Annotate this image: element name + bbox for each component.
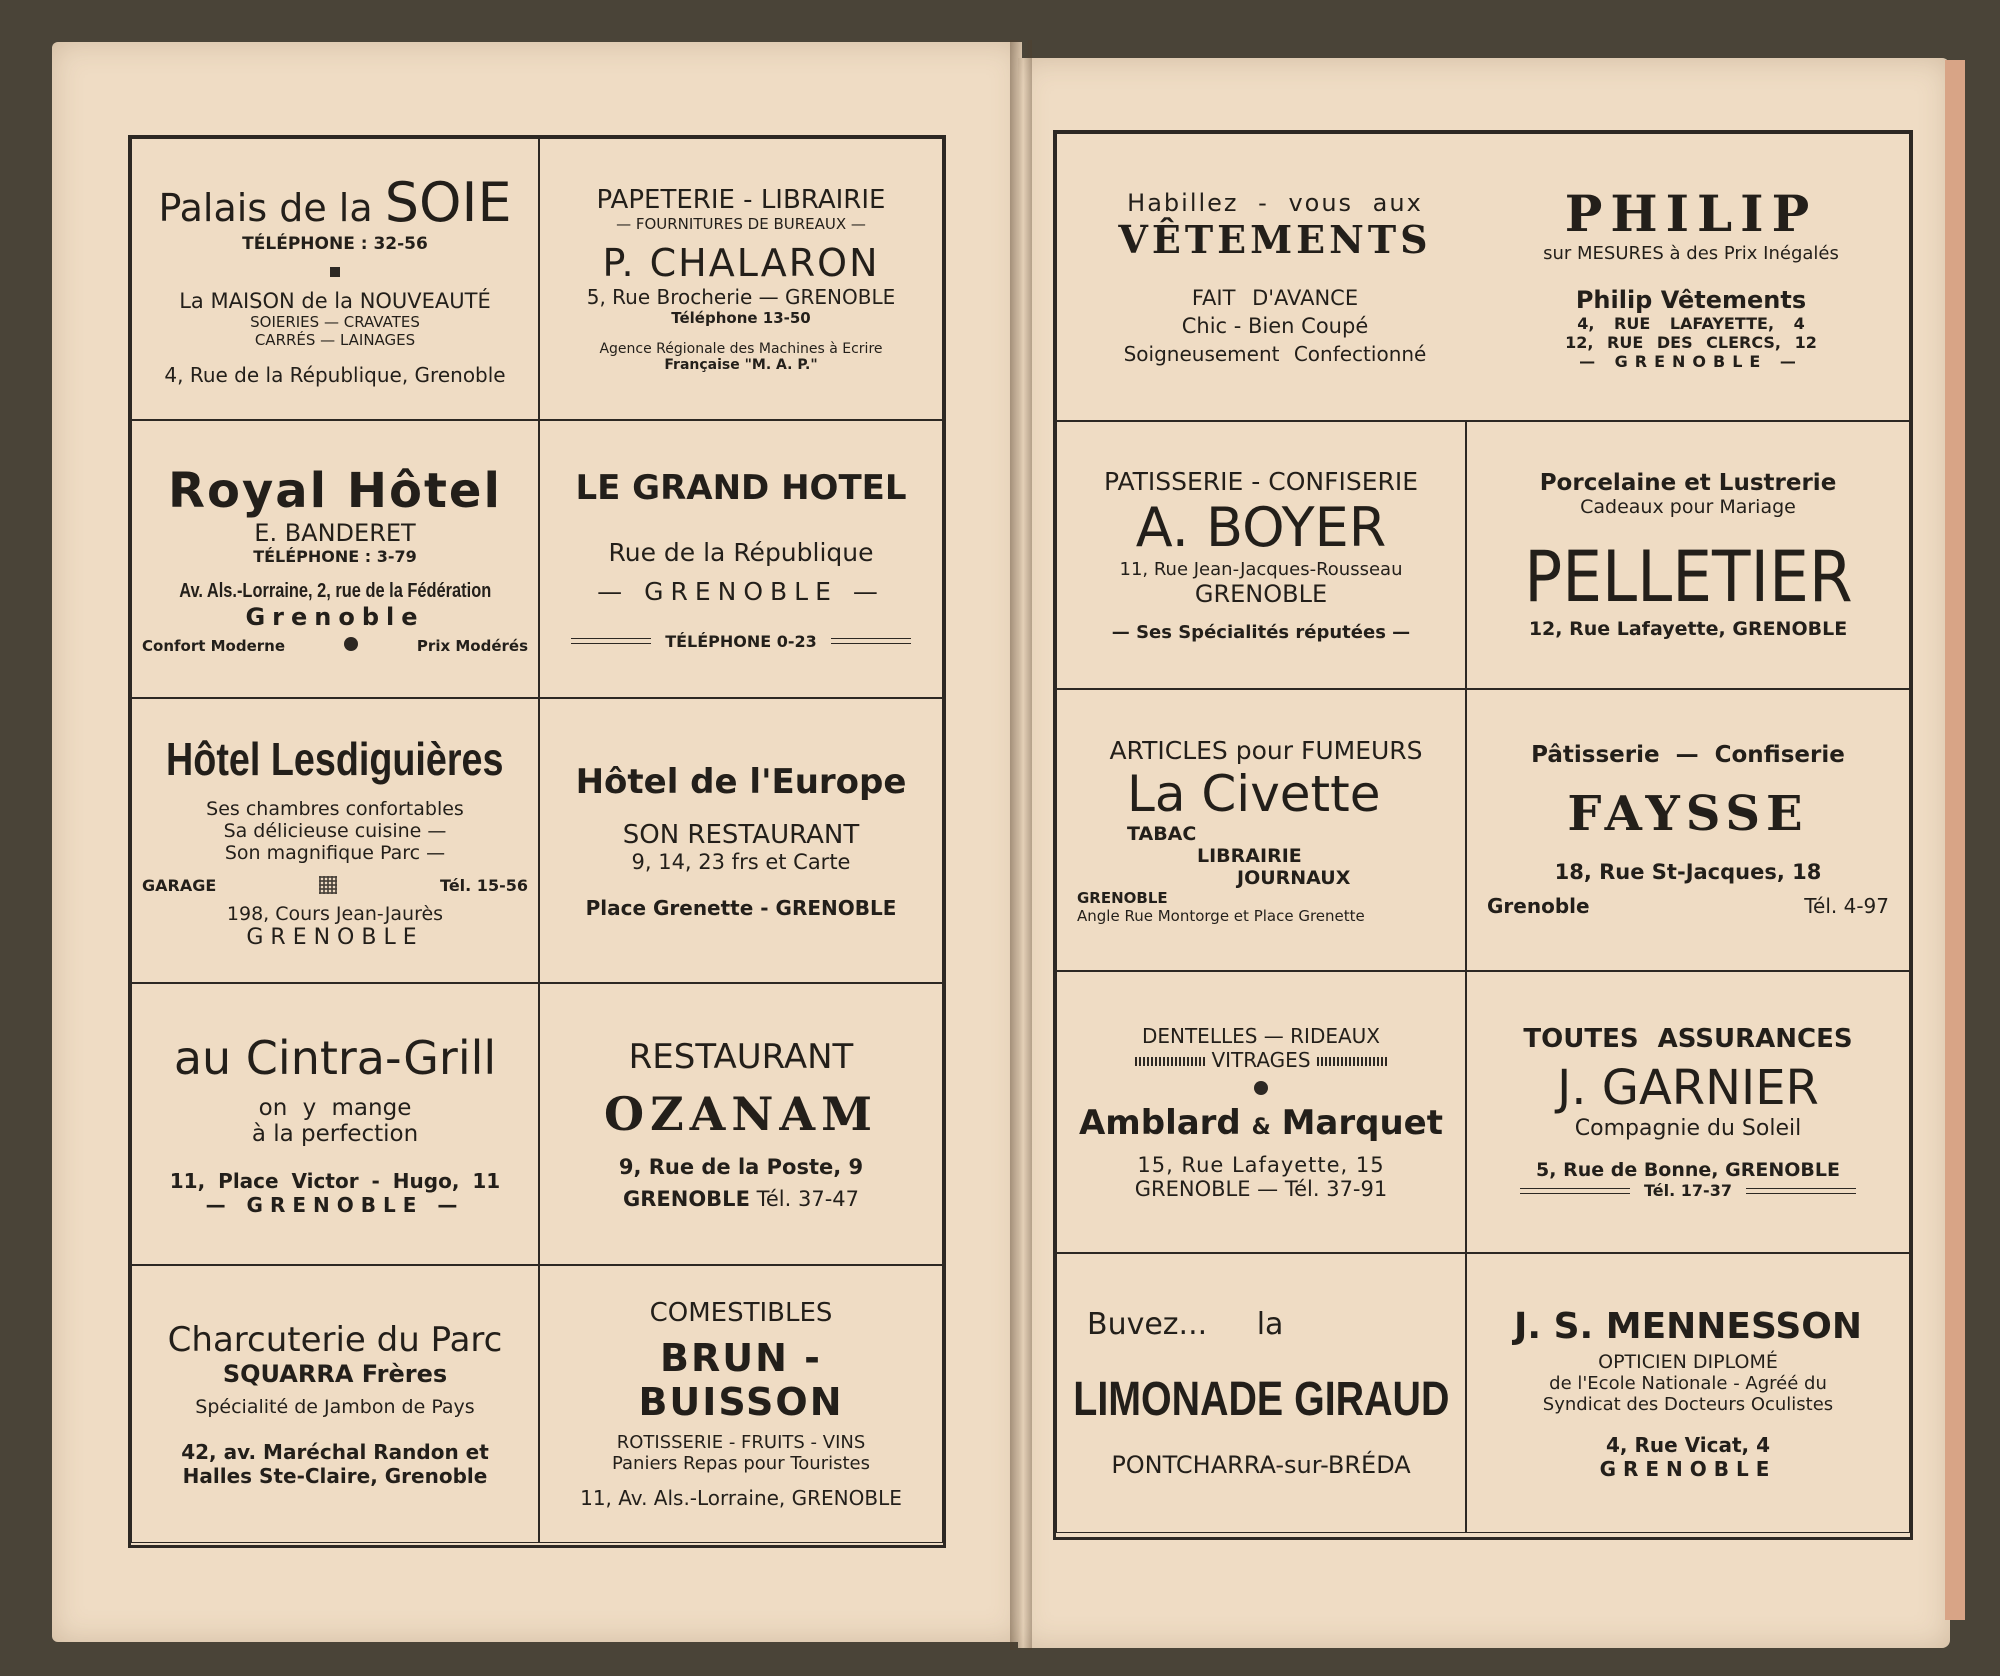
lesdiguieres-l1: Ses chambres confortables [206,797,464,820]
grand-title: LE GRAND HOTEL [575,467,907,508]
philip-brand: Philip Vêtements [1575,285,1807,314]
grand-phone: TÉLÉPHONE 0-23 [665,631,817,651]
lesdiguieres-garage: GARAGE [142,875,217,895]
amblard-dot [1254,1078,1268,1097]
royal-city: Grenoble [245,603,425,631]
royal-title: Royal Hôtel [168,463,502,519]
ad-philip-vetements [1056,133,1910,421]
ad-hotel-de-leurope [539,698,943,983]
ad-papeterie-chalaron [539,138,943,420]
hatch-ornament-icon [1135,1057,1205,1066]
civette-name: La Civette [1127,764,1381,823]
garnier-name: J. GARNIER [1557,1060,1819,1116]
philip-habillez: Habillez - vous aux [1127,188,1423,217]
faysse-tel: Tél. 4-97 [1804,894,1889,918]
dot-ornament-icon [344,637,358,651]
civette-title: ARTICLES pour FUMEURS [1109,735,1423,765]
pelletier-title: Porcelaine et Lustrerie [1539,470,1837,496]
double-rule [831,638,911,644]
civette-tabac: TABAC [1127,822,1197,845]
amblard-amp: & [1251,1114,1271,1140]
civette-city: GRENOBLE [1077,888,1168,907]
limonade-name: LIMONADE GIRAUD [1072,1373,1450,1426]
ozanam-tel: Tél. 37-47 [756,1187,859,1211]
faysse-city: Grenoble [1487,894,1590,918]
cintra-address: 11, Place Victor - Hugo, 11 [169,1169,501,1193]
cintra-city: — GRENOBLE — [205,1193,465,1217]
ad-limonade-giraud [1056,1253,1466,1533]
mennesson-address: 4, Rue Vicat, 4 [1605,1432,1770,1457]
comestibles-l2: Paniers Repas pour Touristes [611,1453,870,1474]
royal-owner: E. BANDERET [254,519,416,547]
philip-a1: 4, RUE LAFAYETTE, 4 [1577,313,1805,333]
papeterie-agence1: Agence Régionale des Machines à Ecrire [599,341,883,357]
palais-line2: CARRÉS — LAINAGES [254,331,416,349]
mennesson-title: OPTICIEN DIPLOMÉ [1598,1350,1778,1373]
amblard-l2-row [1135,1048,1387,1072]
double-rule [1520,1188,1630,1194]
amblard-address: 15, Rue Lafayette, 15 [1137,1152,1385,1177]
civette-librairie: LIBRAIRIE [1197,844,1302,867]
papeterie-name: P. CHALARON [602,241,880,285]
grand-phone-row [550,632,932,651]
mennesson-name: J. S. MENNESSON [1514,1305,1862,1347]
limonade-buvez: Buvez... la [1087,1307,1284,1342]
ad-grand-hotel [539,420,943,698]
hatch-ornament-icon [1317,1057,1387,1066]
mennesson-l1: de l'Ecole Nationale - Agréé du [1549,1372,1827,1394]
amblard-name-row [1079,1103,1443,1143]
cintra-title: au Cintra-Grill [173,1031,497,1085]
ad-charcuterie-du-parc [131,1265,539,1543]
pelletier-name: PELLETIER [1523,536,1853,618]
book-gutter [1010,40,1032,1650]
ad-faysse [1466,689,1910,971]
ad-hotel-lesdiguieres [131,698,539,983]
amblard-l2: VITRAGES [1211,1047,1311,1072]
philip-left-block [1075,189,1474,366]
civette-journaux: JOURNAUX [1237,866,1351,889]
royal-comfort: Confort Moderne [142,637,286,655]
ozanam-name: OZANAM [604,1087,878,1141]
amblard-l1: DENTELLES — RIDEAUX [1141,1023,1381,1048]
mennesson-l2: Syndicat des Docteurs Oculistes [1542,1393,1834,1415]
palais-phone: TÉLÉPHONE : 32-56 [242,234,428,254]
papeterie-phone: Téléphone 13-50 [671,309,811,327]
royal-address: Av. Als.-Lorraine, 2, rue de la Fédération [179,580,491,602]
double-rule [1746,1188,1856,1194]
left-ad-grid [128,135,946,1548]
palais-title-a: Palais de la [158,186,373,230]
grand-city: — GRENOBLE — [597,576,885,606]
amblard-name-b: Marquet [1281,1102,1443,1143]
faysse-footer [1477,894,1899,918]
philip-right-block [1491,184,1890,371]
philip-mesures: sur MESURES à des Prix Inégalés [1543,242,1839,264]
cintra-l1: on y mange [258,1095,412,1121]
philip-fait: FAIT D'AVANCE [1191,285,1359,310]
limonade-city: PONTCHARRA-sur-BRÉDA [1111,1451,1411,1479]
ad-comestibles-brun-buisson [539,1265,943,1543]
lesdiguieres-address: 198, Cours Jean-Jaurès [226,902,444,925]
philip-soign: Soigneusement Confectionné [1123,341,1427,366]
civette-angle: Angle Rue Montorge et Place Grenette [1077,906,1365,925]
boyer-title: PATISSERIE - CONFISERIE [1103,467,1419,496]
ad-amblard-marquet [1056,971,1466,1253]
papeterie-agence2: Française "M. A. P." [664,357,818,373]
lesdiguieres-l3: Son magnifique Parc — [224,841,446,864]
garnier-tel-row [1477,1181,1899,1200]
ozanam-title: RESTAURANT [628,1037,854,1077]
ad-royal-hotel [131,420,539,698]
faysse-title: Pâtisserie — Confiserie [1531,742,1845,768]
comestibles-name: BRUN - BUISSON [638,1336,844,1424]
lesdiguieres-l2: Sa délicieuse cuisine — [223,819,447,842]
charcuterie-a1: 42, av. Maréchal Randon et [181,1440,489,1464]
royal-phone: TÉLÉPHONE : 3-79 [253,547,417,566]
garnier-address: 5, Rue de Bonne, GRENOBLE [1536,1159,1840,1181]
papeterie-title: PAPETERIE - LIBRAIRIE [596,185,886,215]
ad-la-civette [1056,689,1466,971]
ad-restaurant-ozanam [539,983,943,1265]
royal-footer [142,637,528,655]
ozanam-city-row [623,1187,859,1211]
charcuterie-spec: Spécialité de Jambon de Pays [195,1396,475,1418]
garnier-title: TOUTES ASSURANCES [1523,1024,1853,1054]
lesdiguieres-title: Hôtel Lesdiguières [166,732,504,785]
boyer-address: 11, Rue Jean-Jacques-Rousseau [1119,559,1403,580]
garnier-company: Compagnie du Soleil [1574,1116,1802,1141]
palais-title [158,171,511,234]
philip-vetements-word: VÊTEMENTS [1118,216,1432,262]
palais-title-b: SOIE [384,171,512,234]
europe-address: Place Grenette - GRENOBLE [585,895,897,920]
double-rule [571,638,651,644]
ozanam-address: 9, Rue de la Poste, 9 [618,1155,864,1179]
ad-a-boyer [1056,421,1466,689]
ad-pelletier [1466,421,1910,689]
faysse-name: FAYSSE [1567,786,1809,842]
mennesson-city: GRENOBLE [1599,1456,1777,1481]
boyer-city: GRENOBLE [1194,580,1328,608]
amblard-city: GRENOBLE — Tél. 37-91 [1134,1176,1388,1201]
royal-prices: Prix Modérés [416,637,528,655]
philip-city: — GRENOBLE — [1579,351,1803,371]
palais-line1: SOIERIES — CRAVATES [250,313,420,331]
grid-ornament-icon [319,876,337,894]
comestibles-title: COMESTIBLES [649,1298,833,1328]
comestibles-address: 11, Av. Als.-Lorraine, GRENOBLE [580,1486,902,1510]
charcuterie-a2: Halles Ste-Claire, Grenoble [182,1464,488,1488]
pelletier-sub: Cadeaux pour Mariage [1580,496,1796,518]
europe-title: Hôtel de l'Europe [575,761,907,802]
square-icon [330,267,340,277]
ad-j-garnier [1466,971,1910,1253]
ad-palais-de-la-soie [131,138,539,420]
europe-prices: 9, 14, 23 frs et Carte [631,849,851,874]
lesdiguieres-garage-row [142,876,528,895]
page-edge [1945,60,1965,1620]
ozanam-city: GRENOBLE [623,1187,750,1211]
right-ad-grid [1053,130,1913,1540]
boyer-name: A. BOYER [1135,496,1387,559]
papeterie-address: 5, Rue Brocherie — GRENOBLE [586,285,896,309]
lesdiguieres-tel: Tél. 15-56 [440,875,528,895]
palais-maison: La MAISON de la NOUVEAUTÉ [179,289,491,313]
charcuterie-title: Charcuterie du Parc [167,1320,503,1360]
boyer-spec: — Ses Spécialités réputées — [1111,622,1411,643]
palais-address: 4, Rue de la République, Grenoble [164,363,506,387]
lesdiguieres-city: GRENOBLE [246,924,424,950]
grand-street: Rue de la République [608,537,874,567]
square-ornament [330,262,340,281]
amblard-name-a: Amblard [1078,1102,1241,1143]
europe-restaurant: SON RESTAURANT [622,819,860,850]
philip-chic: Chic - Bien Coupé [1181,313,1369,338]
dot-ornament-icon [1254,1081,1268,1095]
papeterie-sub: — FOURNITURES DE BUREAUX — [616,215,866,233]
garnier-tel: Tél. 17-37 [1644,1181,1732,1200]
philip-name: PHILIP [1564,183,1818,243]
ad-j-s-mennesson [1466,1253,1910,1533]
faysse-address: 18, Rue St-Jacques, 18 [1554,860,1822,884]
philip-a2: 12, RUE DES CLERCS, 12 [1565,332,1817,352]
pelletier-address: 12, Rue Lafayette, GRENOBLE [1528,618,1848,640]
ad-cintra-grill [131,983,539,1265]
comestibles-l1: ROTISSERIE - FRUITS - VINS [616,1432,866,1453]
charcuterie-name: SQUARRA Frères [222,1360,448,1388]
cintra-l2: à la perfection [251,1121,419,1147]
